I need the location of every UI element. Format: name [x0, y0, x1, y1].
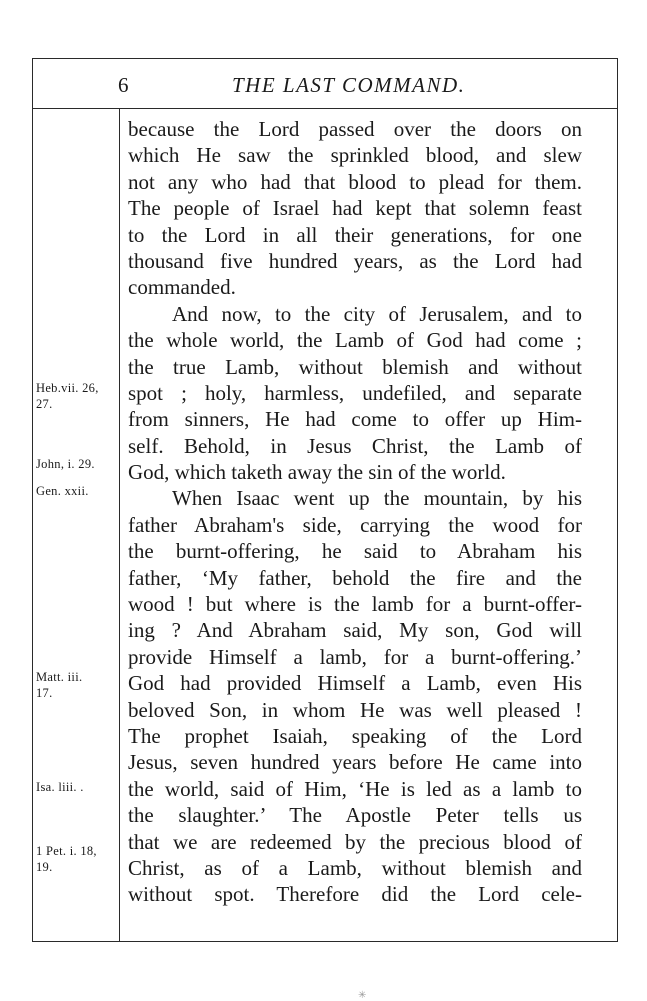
margin-note-pet: [36, 843, 118, 875]
margin-note-isa: [36, 779, 118, 795]
text-line: the burnt-offering, he said to Abraham his: [128, 539, 582, 564]
margin-note-line: 19.: [36, 860, 53, 874]
margin-note-john: [36, 456, 118, 472]
text-line: thousand five hundred years, as the Lord had: [128, 248, 582, 273]
margin-note-line: Isa. liii. .: [36, 780, 84, 794]
text-line: the true Lamb, without blemish and without: [128, 354, 582, 379]
text-line: father, ‘My father, behold the fire and the: [128, 565, 582, 590]
text-line: provide Himself a lamb, for a burnt-offering.’: [128, 644, 582, 669]
text-line: spot ; holy, harmless, undefiled, and separate: [128, 380, 582, 405]
text-line: without spot. Therefore did the Lord cele-: [128, 882, 582, 907]
text-line: not any who had that blood to plead for them.: [128, 169, 582, 194]
running-title: THE LAST COMMAND.: [232, 73, 466, 97]
margin-note-line: 1 Pet. i. 18,: [36, 844, 97, 858]
text-line: wood ! but where is the lamb for a burnt-offer-: [128, 592, 582, 617]
margin-note-line: Gen. xxii.: [36, 484, 89, 498]
text-line: When Isaac went up the mountain, by his: [172, 486, 582, 511]
body-text: [128, 116, 582, 908]
text-line: father Abraham's side, carrying the wood for: [128, 512, 582, 537]
text-line: self. Behold, in Jesus Christ, the Lamb of: [128, 433, 582, 458]
text-line: God, which taketh away the sin of the world.: [128, 460, 506, 485]
text-line: because the Lord passed over the doors on: [128, 117, 582, 141]
margin-note-matt: [36, 669, 118, 701]
text-line: that we are redeemed by the precious blood of: [128, 829, 582, 854]
text-line: the slaughter.’ The Apostle Peter tells us: [128, 803, 582, 828]
text-line: the whole world, the Lamb of God had come ;: [128, 328, 582, 353]
text-line: commanded.: [128, 275, 236, 300]
margin-note-gen: [36, 483, 118, 499]
margin-note-line: 27.: [36, 397, 53, 411]
margin-note-line: Heb.vii. 26,: [36, 381, 99, 395]
margin-note-line: Matt. iii.: [36, 670, 83, 684]
text-line: to the Lord in all their generations, for one: [128, 222, 582, 247]
margin-note-line: 17.: [36, 686, 53, 700]
margin-column-divider: [119, 108, 120, 942]
text-line: which He saw the sprinkled blood, and slew: [128, 143, 582, 168]
margin-note-heb: [36, 380, 118, 412]
text-line: The people of Israel had kept that solemn feast: [128, 196, 582, 221]
text-line: Christ, as of a Lamb, without blemish and: [128, 855, 582, 880]
page-number: 6: [118, 73, 129, 97]
text-line: from sinners, He had come to offer up Him-: [128, 407, 582, 432]
print-speck: ✳: [358, 990, 367, 1001]
text-line: The prophet Isaiah, speaking of the Lord: [128, 723, 582, 748]
text-line: the world, said of Him, ‘He is led as a lamb to: [128, 776, 582, 801]
text-line: beloved Son, in whom He was well pleased !: [128, 697, 582, 722]
text-line: And now, to the city of Jerusalem, and to: [172, 301, 582, 326]
text-line: ing ? And Abraham said, My son, God will: [128, 618, 582, 643]
text-line: God had provided Himself a Lamb, even His: [128, 671, 582, 696]
text-line: Jesus, seven hundred years before He came into: [128, 750, 582, 775]
margin-note-line: John, i. 29.: [36, 457, 95, 471]
